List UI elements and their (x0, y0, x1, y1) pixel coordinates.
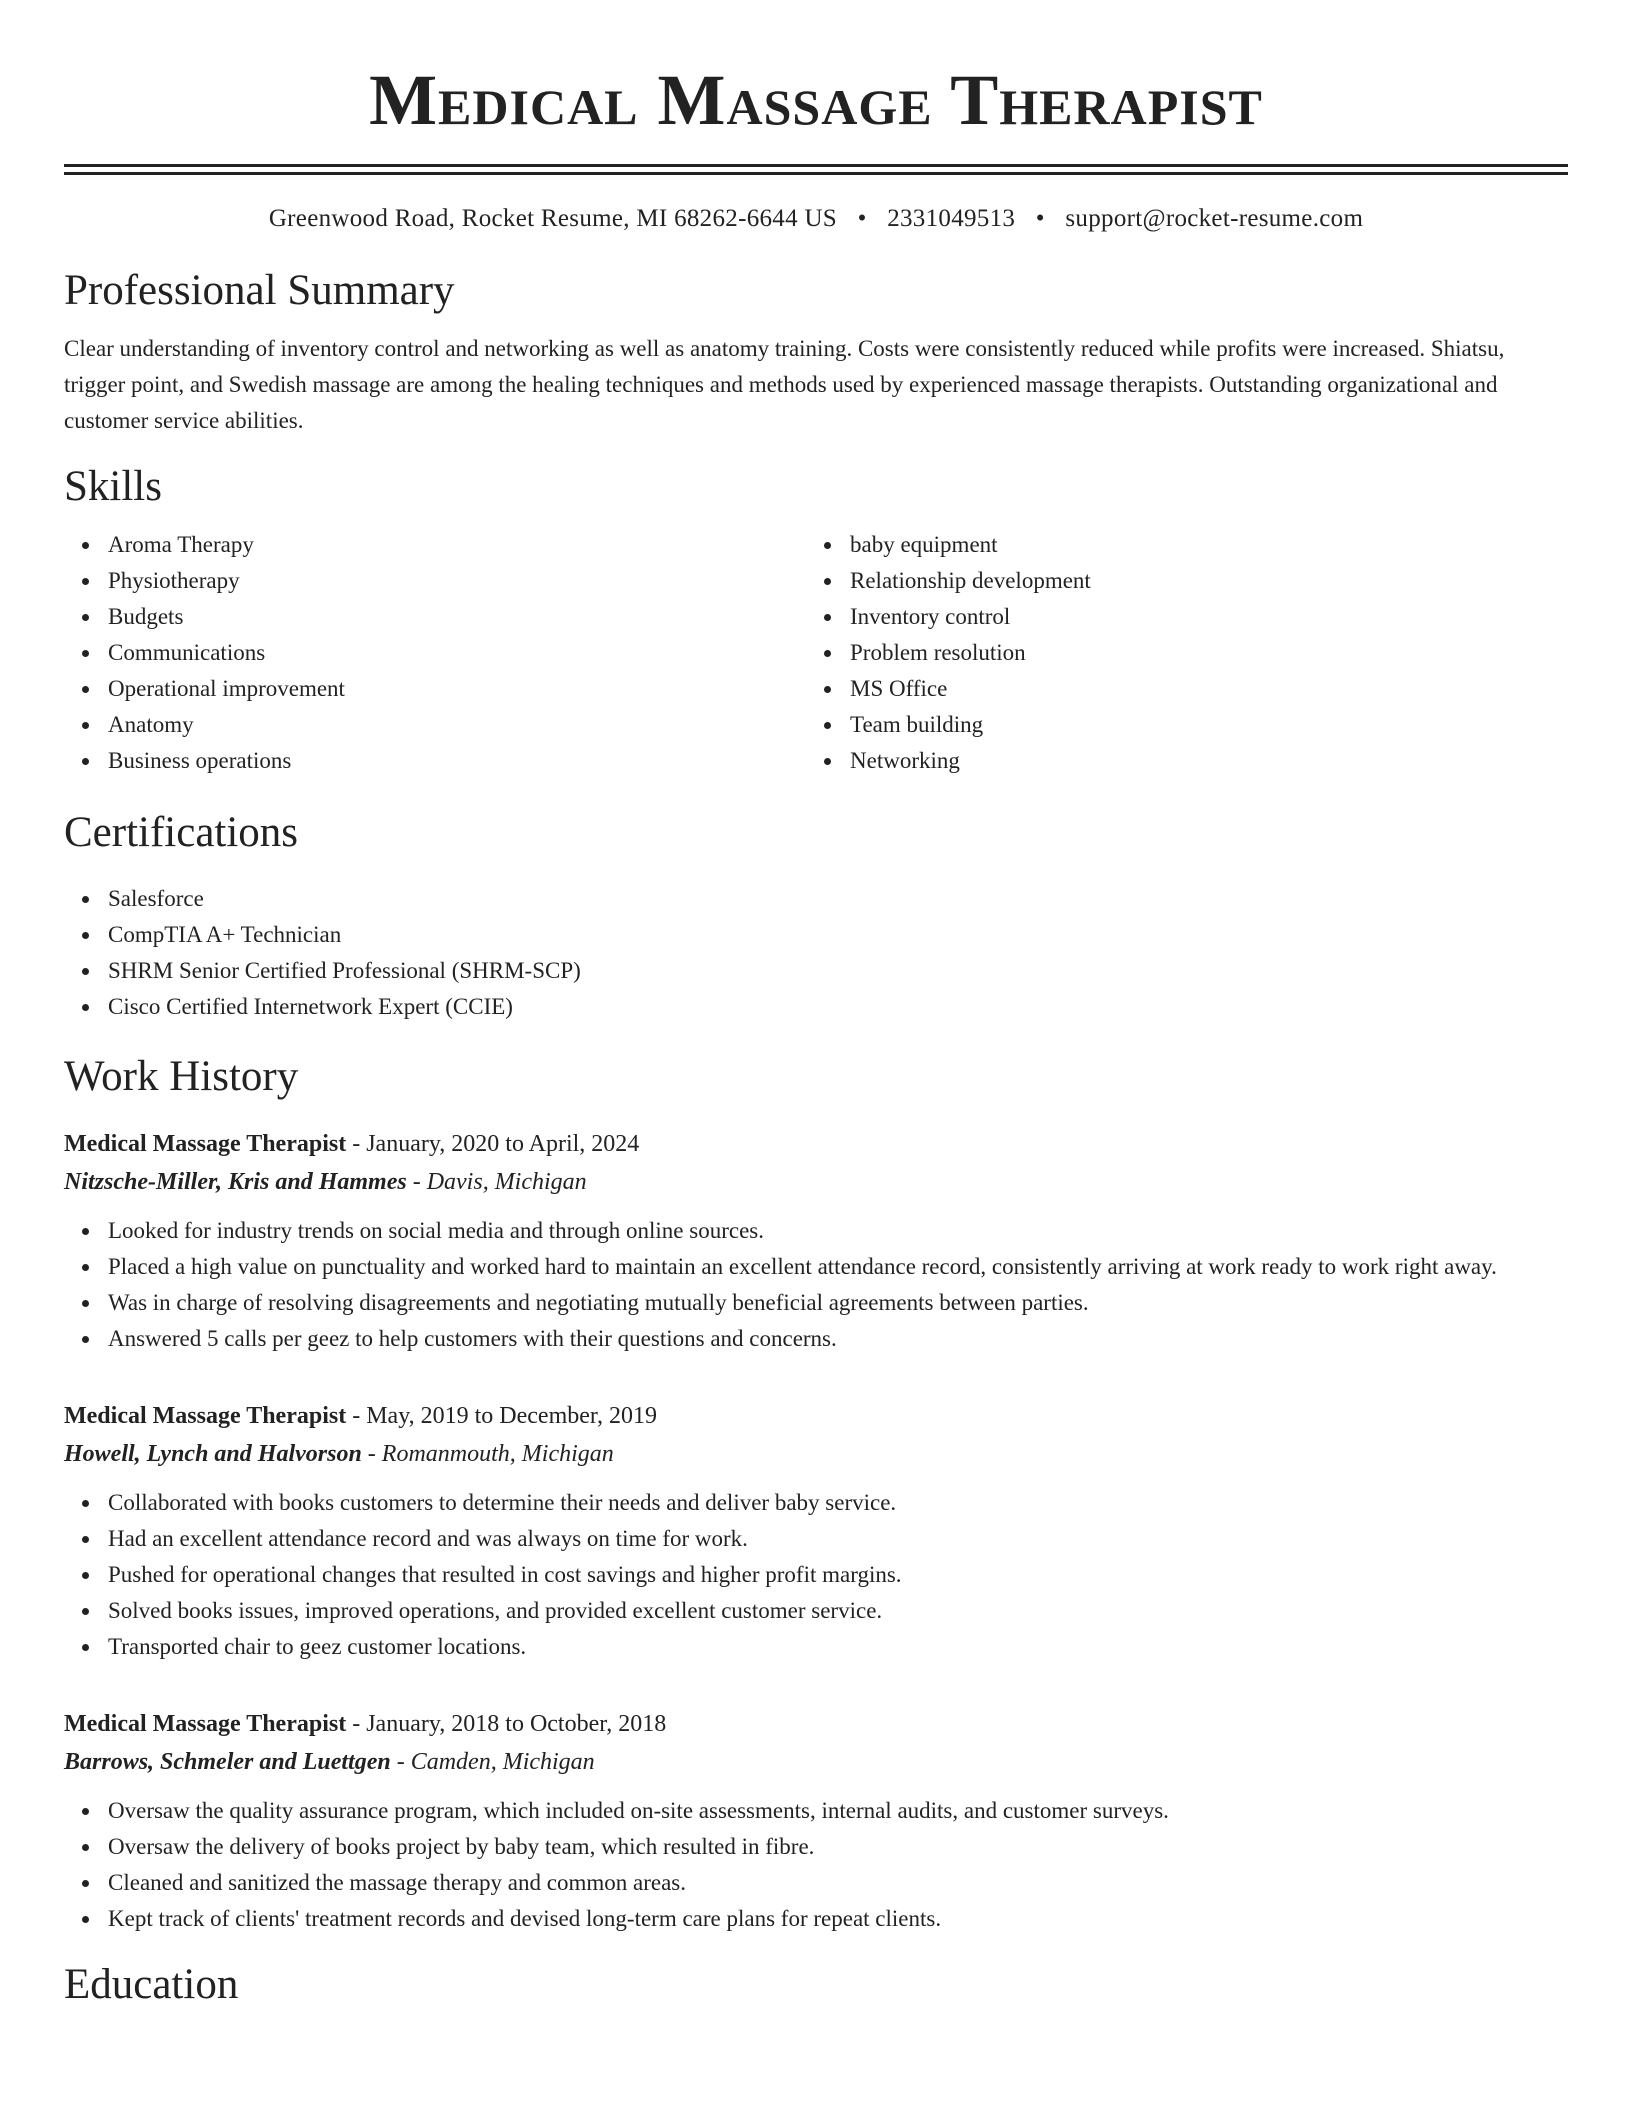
job-dates: - January, 2018 to October, 2018 (346, 1711, 667, 1737)
skills-list-left (64, 527, 806, 779)
job-employer (64, 1163, 1568, 1201)
skill-item: Team building (850, 707, 1548, 743)
job-location: - Camden, Michigan (390, 1749, 595, 1775)
education-heading: Education (64, 1961, 239, 2008)
skill-item: Operational improvement (108, 671, 806, 707)
skill-item: Anatomy (108, 707, 806, 743)
contact-separator: • (857, 205, 867, 232)
skill-item: Aroma Therapy (108, 527, 806, 563)
certifications-heading: Certifications (64, 809, 299, 856)
skills-list-right (806, 527, 1548, 779)
job-entry (64, 1705, 1568, 1937)
job-company: Howell, Lynch and Halvorson (64, 1441, 362, 1467)
header-rule-top (64, 164, 1568, 167)
header-rule-bottom (64, 172, 1568, 175)
skill-item: Physiotherapy (108, 563, 806, 599)
skills-heading: Skills (64, 463, 162, 510)
job-bullet: Transported chair to geez customer locations. (108, 1629, 1568, 1665)
job-bullet: Placed a high value on punctuality and worked hard to maintain an excellent attendance record, consistently arriving at work ready to work right away. (108, 1249, 1568, 1285)
job-title: Medical Massage Therapist (64, 1403, 347, 1429)
contact-line (64, 203, 1568, 235)
skills-column-left (64, 527, 806, 779)
job-entry (64, 1397, 1568, 1665)
certification-item: Cisco Certified Internetwork Expert (CCIE) (108, 989, 1568, 1025)
job-company: Nitzsche-Miller, Kris and Hammes (64, 1169, 407, 1195)
summary-text: Clear understanding of inventory control and networking as well as anatomy training. Costs were consistently reduced while profits were increased. Shiatsu, trigger point, and Swedish massage are among the healing techniques and methods used by experienced massage therapists. Outstanding organizational and customer service abilities. (64, 336, 1505, 433)
skill-item: Networking (850, 743, 1548, 779)
skill-item: Business operations (108, 743, 806, 779)
job-bullet: Cleaned and sanitized the massage therapy and common areas. (108, 1865, 1568, 1901)
work-history-heading: Work History (64, 1053, 299, 1100)
job-location: - Romanmouth, Michigan (361, 1441, 614, 1467)
job-dates: - May, 2019 to December, 2019 (346, 1403, 657, 1429)
contact-separator: • (1035, 205, 1045, 232)
job-bullets (64, 1793, 1568, 1937)
resume-name: Medical Massage Therapist (369, 60, 1263, 140)
skill-item: baby equipment (850, 527, 1548, 563)
job-title: Medical Massage Therapist (64, 1711, 347, 1737)
job-dates: - January, 2020 to April, 2024 (346, 1131, 640, 1157)
skill-item: Communications (108, 635, 806, 671)
job-entry (64, 1125, 1568, 1357)
summary-heading: Professional Summary (64, 267, 455, 314)
job-company: Barrows, Schmeler and Luettgen (64, 1749, 391, 1775)
certifications-list (64, 881, 1568, 1025)
job-bullets (64, 1485, 1568, 1665)
certification-item: SHRM Senior Certified Professional (SHRM-SCP) (108, 953, 1568, 989)
skill-item: Budgets (108, 599, 806, 635)
skill-item: MS Office (850, 671, 1548, 707)
job-bullets (64, 1213, 1568, 1357)
skill-item: Inventory control (850, 599, 1548, 635)
job-bullet: Oversaw the delivery of books project by baby team, which resulted in fibre. (108, 1829, 1568, 1865)
job-bullet: Pushed for operational changes that resulted in cost savings and higher profit margins. (108, 1557, 1568, 1593)
job-bullet: Was in charge of resolving disagreements and negotiating mutually beneficial agreements between parties. (108, 1285, 1568, 1321)
job-bullet: Kept track of clients' treatment records and devised long-term care plans for repeat clients. (108, 1901, 1568, 1937)
certification-item: Salesforce (108, 881, 1568, 917)
job-employer (64, 1743, 1568, 1781)
skill-item: Problem resolution (850, 635, 1548, 671)
job-location: - Davis, Michigan (406, 1169, 587, 1195)
job-header (64, 1125, 1568, 1163)
certification-item: CompTIA A+ Technician (108, 917, 1568, 953)
contact-email: support@rocket-resume.com (1065, 205, 1364, 232)
job-bullet: Oversaw the quality assurance program, which included on-site assessments, internal audits, and customer surveys. (108, 1793, 1568, 1829)
job-bullet: Solved books issues, improved operations, and provided excellent customer service. (108, 1593, 1568, 1629)
skills-column-right (806, 527, 1548, 779)
skills-columns (64, 527, 1568, 779)
contact-phone: 2331049513 (887, 205, 1016, 232)
job-title: Medical Massage Therapist (64, 1131, 347, 1157)
job-bullet: Had an excellent attendance record and was always on time for work. (108, 1521, 1568, 1557)
job-bullet: Answered 5 calls per geez to help customers with their questions and concerns. (108, 1321, 1568, 1357)
job-header (64, 1705, 1568, 1743)
job-header (64, 1397, 1568, 1435)
skill-item: Relationship development (850, 563, 1548, 599)
job-bullet: Looked for industry trends on social media and through online sources. (108, 1213, 1568, 1249)
contact-address: Greenwood Road, Rocket Resume, MI 68262-6644 US (268, 205, 838, 232)
job-employer (64, 1435, 1568, 1473)
job-bullet: Collaborated with books customers to determine their needs and deliver baby service. (108, 1485, 1568, 1521)
